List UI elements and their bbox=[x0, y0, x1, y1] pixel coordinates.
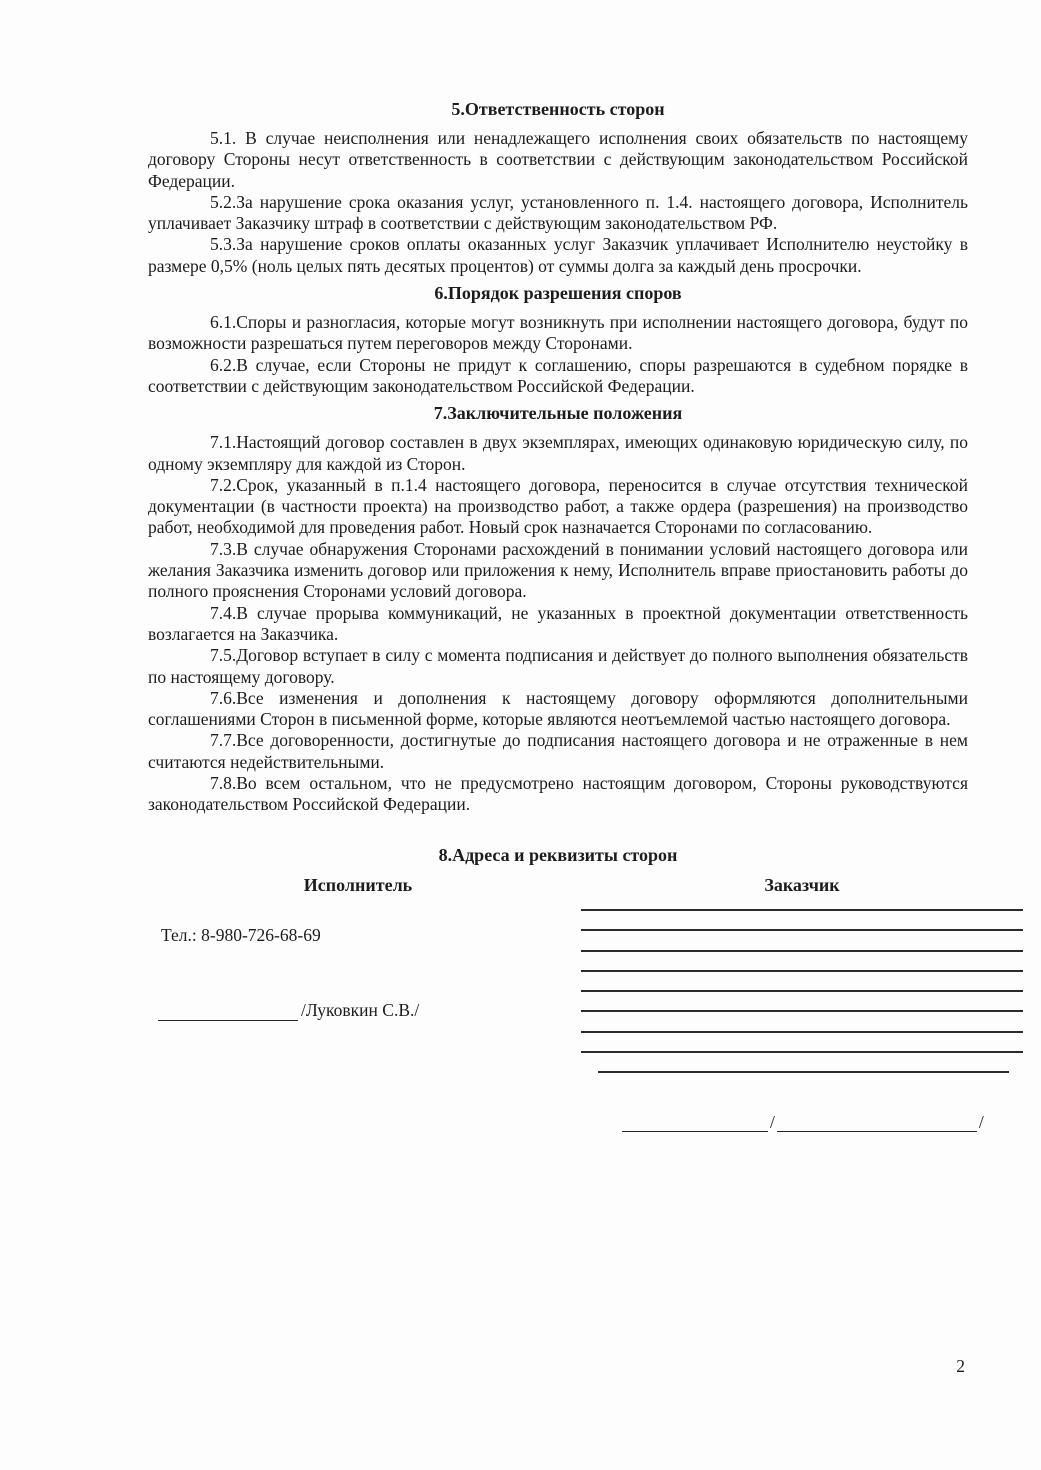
blank-fill-line bbox=[581, 931, 1023, 951]
paragraph-7-2: 7.2.Срок, указанный в п.1.4 настоящего договора, переносится в случае отсутствия технической документации (в частности проекта) на производство работ, а также ордера (разрешения) на производство работ, необходимой для проведения работ. Новый срок назначается Сторонами по согласованию. bbox=[148, 474, 968, 538]
requisites-columns bbox=[0, 874, 1041, 1133]
paragraph-7-1: 7.1.Настоящий договор составлен в двух экземплярах, имеющих одинаковую юридическую силу, по одному экземпляру для каждой из Сторон. bbox=[148, 432, 968, 474]
customer-name-line bbox=[777, 1116, 977, 1132]
section-8-title: 8.Адреса и реквизиты сторон bbox=[438, 844, 678, 865]
paragraph-7-8: 7.8.Во всем остальном, что не предусмотрено настоящим договором, Стороны руководствуются законодательством Российской Федерации. bbox=[148, 773, 968, 815]
paragraph-5-3: 5.3.За нарушение сроков оплаты оказанных услуг Заказчик уплачивает Исполнителю неустойку в размере 0,5% (ноль целых пять десятых процентов) от суммы долга за каждый день просрочки. bbox=[148, 234, 968, 276]
blank-fill-line bbox=[581, 952, 1023, 972]
blank-fill-line-short bbox=[598, 1053, 1009, 1073]
paragraph-7-7: 7.7.Все договоренности, достигнутые до подписания настоящего договора и не отраженные в нем считаются недействительными. bbox=[148, 730, 968, 772]
paragraph-5-1: 5.1. В случае неисполнения или ненадлежащего исполнения своих обязательств по настоящему договору Стороны несут ответственность в соответствии с действующим законодательством Российской Федерации. bbox=[148, 128, 968, 191]
executor-signature-row bbox=[148, 999, 568, 1021]
executor-signature-name: /Луковкин С.В./ bbox=[301, 999, 420, 1020]
section-5-title: 5.Ответственность сторон bbox=[451, 99, 665, 119]
section-6-title: 6.Порядок разрешения споров bbox=[434, 283, 682, 304]
blank-fill-line bbox=[581, 1012, 1023, 1032]
paragraph-7-3: 7.3.В случае обнаружения Сторонами расхождений в понимании условий настоящего договора или желания Заказчика изменить договор или приложения к нему, Исполнитель вправе приостановить работы до полного прояснения Сторонами условий договора. bbox=[148, 538, 968, 602]
executor-phone: Тел.: 8-980-726-68-69 bbox=[161, 924, 321, 945]
blank-fill-line bbox=[581, 1033, 1023, 1053]
blank-fill-line bbox=[581, 911, 1023, 931]
customer-signature-row bbox=[581, 1113, 1023, 1132]
paragraph-5-2: 5.2.За нарушение срока оказания услуг, установленного п. 1.4. настоящего договора, Исполнитель уплачивает Заказчику штраф в соответствии с действующим законодательством РФ. bbox=[148, 191, 968, 234]
customer-signature-line bbox=[622, 1116, 768, 1132]
paragraph-7-5: 7.5.Договор вступает в силу с момента подписания и действует до полного выполнения обязательств по настоящему договору. bbox=[148, 645, 968, 687]
paragraph-7-4: 7.4.В случае прорыва коммуникаций, не указанных в проектной документации ответственность возлагается на Заказчика. bbox=[148, 602, 968, 644]
executor-signature-line bbox=[158, 1006, 298, 1021]
paragraph-6-2: 6.2.В случае, если Стороны не придут к соглашению, споры разрешаются в судебном порядке в соответствии с действующим законодательством Российской Федерации. bbox=[148, 354, 968, 396]
customer-column bbox=[581, 874, 1023, 1133]
blank-fill-line bbox=[581, 972, 1023, 992]
signature-slash: / bbox=[978, 1112, 984, 1133]
customer-blank-lines bbox=[581, 891, 1023, 1074]
section-7-title: 7.Заключительные положения bbox=[433, 403, 683, 424]
blank-fill-line bbox=[581, 992, 1023, 1012]
paragraph-6-1: 6.1.Споры и разногласия, которые могут возникнуть при исполнении настоящего договора, будут по возможности разрешаться путем переговоров между Сторонами. bbox=[148, 312, 968, 354]
executor-column bbox=[148, 874, 568, 1133]
paragraph-7-6: 7.6.Все изменения и дополнения к настоящему договору оформляются дополнительными соглашениями Сторон в письменной форме, которые являются неотъемлемой частью настоящего договора. bbox=[148, 687, 968, 730]
customer-header: Заказчик bbox=[764, 874, 840, 895]
executor-header: Исполнитель bbox=[303, 874, 413, 895]
signature-slash: / bbox=[770, 1112, 775, 1133]
page-number: 2 bbox=[956, 1356, 965, 1376]
